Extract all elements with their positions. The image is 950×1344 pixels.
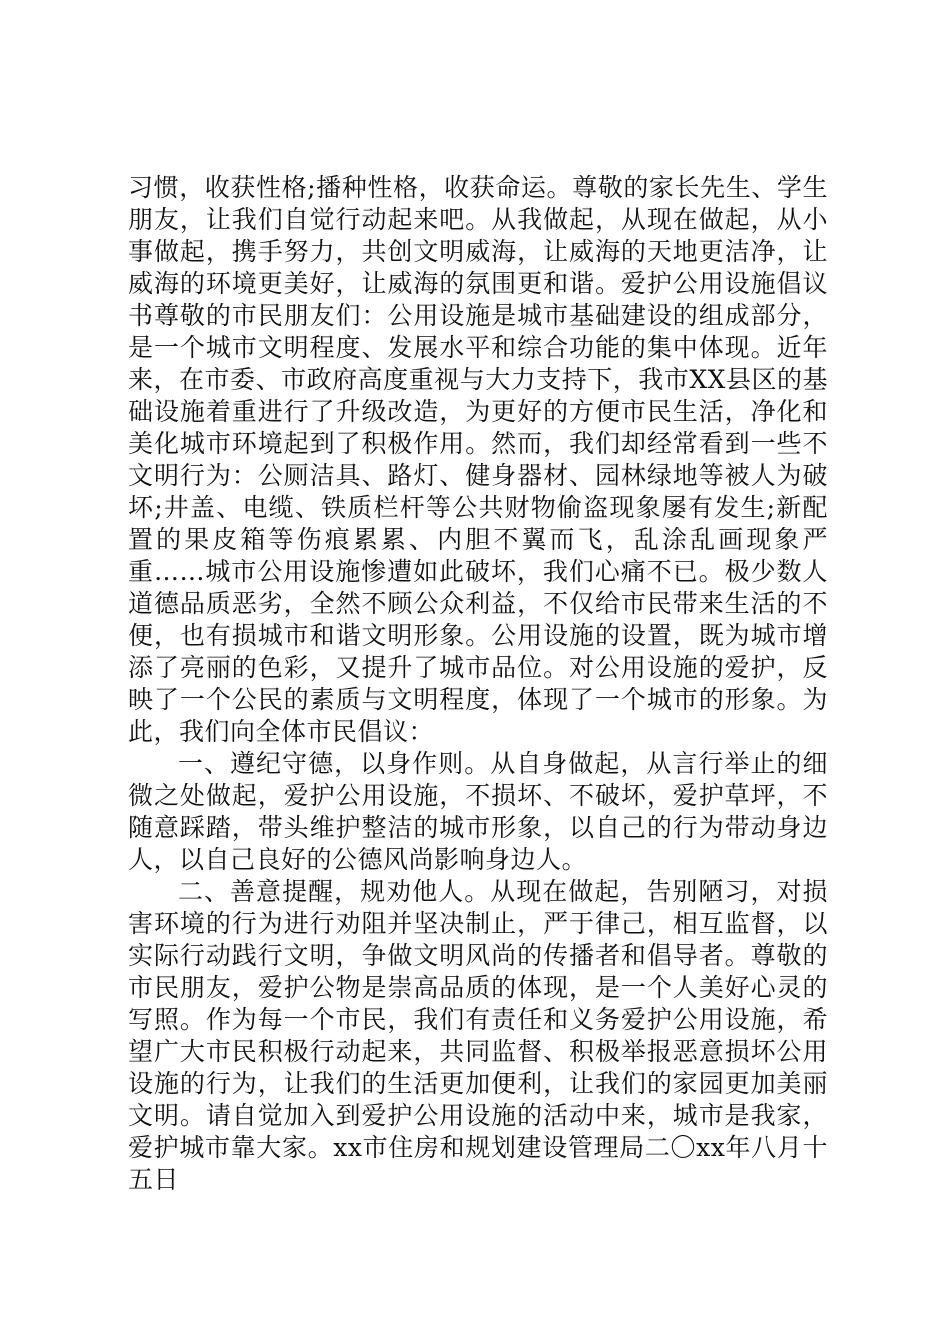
document-body bbox=[128, 172, 828, 1196]
paragraph-intro: 习惯，收获性格;播种性格，收获命运。尊敬的家长先生、学生朋友，让我们自觉行动起来吧。从我做起，从现在做起，从小事做起，携手努力，共创文明威海，让威海的天地更洁净，让威海的环境更美好，让威海的氛围更和谐。爱护公用设施倡议书尊敬的市民朋友们：公用设施是城市基础建设的组成部分，是一个城市文明程度、发展水平和综合功能的集中体现。近年来，在市委、市政府高度重视与大力支持下，我市XX县区的基础设施着重进行了升级改造，为更好的方便市民生活，净化和美化城市环境起到了积极作用。然而，我们却经常看到一些不文明行为：公厕洁具、路灯、健身器材、园林绿地等被人为破坏;井盖、电缆、铁质栏杆等公共财物偷盗现象屡有发生;新配置的果皮箱等伤痕累累、内胆不翼而飞，乱涂乱画现象严重……城市公用设施惨遭如此破坏，我们心痛不已。极少数人道德品质恶劣，全然不顾公众利益，不仅给市民带来生活的不便，也有损城市和谐文明形象。公用设施的设置，既为城市增添了亮丽的色彩，又提升了城市品位。对公用设施的爱护，反映了一个公民的素质与文明程度，体现了一个城市的形象。为此，我们向全体市民倡议： bbox=[128, 173, 828, 746]
paragraph-proposal-one: 一、遵纪守德，以身作则。从自身做起，从言行举止的细微之处做起，爱护公用设施，不损坏、不破坏，爱护草坪，不随意踩踏，带头维护整洁的城市形象，以自己的行为带动身边人，以自己良好的公德风尚影响身边人。 bbox=[128, 749, 828, 874]
paragraph-proposal-two: 二、善意提醒，规劝他人。从现在做起，告别陋习，对损害环境的行为进行劝阻并坚决制止，严于律己，相互监督，以实际行动践行文明，争做文明风尚的传播者和倡导者。尊敬的市民朋友，爱护公物是崇高品质的体现，是一个人美好心灵的写照。作为每一个市民，我们有责任和义务爱护公用设施，希望广大市民积极行动起来，共同监督、积极举报恶意损坏公用设施的行为，让我们的生活更加便利，让我们的家园更加美丽文明。请自觉加入到爱护公用设施的活动中来，城市是我家，爱护城市靠大家。xx市住房和规划建设管理局二〇xx年八月十五日 bbox=[128, 877, 828, 1194]
